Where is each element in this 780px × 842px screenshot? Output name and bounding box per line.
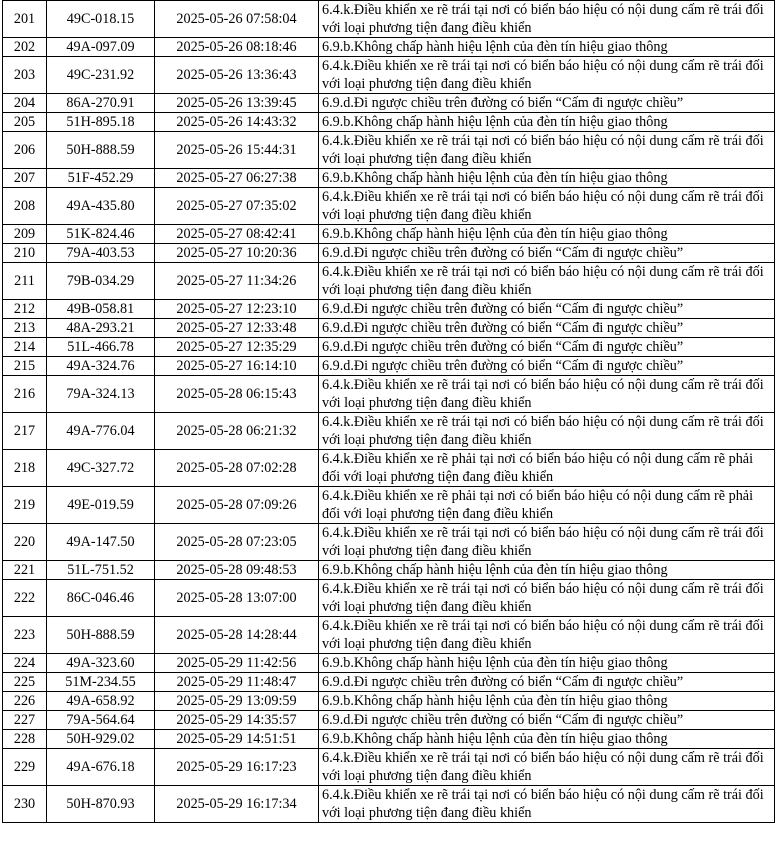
- violation-time-cell: 2025-05-27 12:33:48: [155, 319, 319, 338]
- violation-time-cell: 2025-05-26 08:18:46: [155, 38, 319, 57]
- violation-time-cell: 2025-05-29 11:48:47: [155, 673, 319, 692]
- violation-time-cell: 2025-05-27 11:34:26: [155, 263, 319, 300]
- violation-description-cell: 6.9.b.Không chấp hành hiệu lệnh của đèn tín hiệu giao thông: [319, 113, 775, 132]
- license-plate-cell: 50H-929.02: [47, 730, 155, 749]
- violation-time-cell: 2025-05-27 08:42:41: [155, 225, 319, 244]
- row-number-cell: 227: [3, 711, 47, 730]
- violation-time-cell: 2025-05-27 10:20:36: [155, 244, 319, 263]
- license-plate-cell: 51L-466.78: [47, 338, 155, 357]
- violation-time-cell: 2025-05-29 16:17:23: [155, 749, 319, 786]
- violation-time-cell: 2025-05-28 06:15:43: [155, 376, 319, 413]
- violation-time-cell: 2025-05-27 07:35:02: [155, 188, 319, 225]
- violation-description-cell: 6.9.d.Đi ngược chiều trên đường có biển “Cấm đi ngược chiều”: [319, 319, 775, 338]
- table-row: [3, 786, 775, 823]
- table-row: [3, 711, 775, 730]
- row-number-cell: 214: [3, 338, 47, 357]
- violation-time-cell: 2025-05-29 14:51:51: [155, 730, 319, 749]
- license-plate-cell: 49A-147.50: [47, 524, 155, 561]
- license-plate-cell: 49C-327.72: [47, 450, 155, 487]
- license-plate-cell: 49A-324.76: [47, 357, 155, 376]
- violation-time-cell: 2025-05-28 07:23:05: [155, 524, 319, 561]
- violation-description-cell: 6.4.k.Điều khiển xe rẽ trái tại nơi có biển báo hiệu có nội dung cấm rẽ trái đối với loại phương tiện đang điều khiển: [319, 786, 775, 823]
- violation-description-cell: 6.9.d.Đi ngược chiều trên đường có biển “Cấm đi ngược chiều”: [319, 711, 775, 730]
- violation-time-cell: 2025-05-28 09:48:53: [155, 561, 319, 580]
- table-row: [3, 692, 775, 711]
- license-plate-cell: 50H-888.59: [47, 617, 155, 654]
- row-number-cell: 230: [3, 786, 47, 823]
- table-row: [3, 57, 775, 94]
- violation-description-cell: 6.9.d.Đi ngược chiều trên đường có biển “Cấm đi ngược chiều”: [319, 673, 775, 692]
- violation-description-cell: 6.9.d.Đi ngược chiều trên đường có biển “Cấm đi ngược chiều”: [319, 338, 775, 357]
- violation-time-cell: 2025-05-28 07:02:28: [155, 450, 319, 487]
- license-plate-cell: 79A-564.64: [47, 711, 155, 730]
- violation-description-cell: 6.9.b.Không chấp hành hiệu lệnh của đèn tín hiệu giao thông: [319, 561, 775, 580]
- violation-time-cell: 2025-05-27 12:35:29: [155, 338, 319, 357]
- table-row: [3, 357, 775, 376]
- row-number-cell: 210: [3, 244, 47, 263]
- license-plate-cell: 48A-293.21: [47, 319, 155, 338]
- violation-description-cell: 6.4.k.Điều khiển xe rẽ trái tại nơi có biển báo hiệu có nội dung cấm rẽ trái đối với loại phương tiện đang điều khiển: [319, 580, 775, 617]
- violation-description-cell: 6.9.d.Đi ngược chiều trên đường có biển “Cấm đi ngược chiều”: [319, 94, 775, 113]
- violation-time-cell: 2025-05-27 16:14:10: [155, 357, 319, 376]
- license-plate-cell: 49A-676.18: [47, 749, 155, 786]
- violation-description-cell: 6.9.b.Không chấp hành hiệu lệnh của đèn tín hiệu giao thông: [319, 169, 775, 188]
- violation-description-cell: 6.4.k.Điều khiển xe rẽ trái tại nơi có biển báo hiệu có nội dung cấm rẽ trái đối với loại phương tiện đang điều khiển: [319, 1, 775, 38]
- row-number-cell: 207: [3, 169, 47, 188]
- license-plate-cell: 51M-234.55: [47, 673, 155, 692]
- license-plate-cell: 51F-452.29: [47, 169, 155, 188]
- violation-description-cell: 6.9.d.Đi ngược chiều trên đường có biển “Cấm đi ngược chiều”: [319, 300, 775, 319]
- table-row: [3, 132, 775, 169]
- violation-time-cell: 2025-05-28 14:28:44: [155, 617, 319, 654]
- table-row: [3, 169, 775, 188]
- violation-description-cell: 6.9.b.Không chấp hành hiệu lệnh của đèn tín hiệu giao thông: [319, 730, 775, 749]
- license-plate-cell: 49A-658.92: [47, 692, 155, 711]
- violation-description-cell: 6.4.k.Điều khiển xe rẽ trái tại nơi có biển báo hiệu có nội dung cấm rẽ trái đối với loại phương tiện đang điều khiển: [319, 376, 775, 413]
- row-number-cell: 203: [3, 57, 47, 94]
- violation-time-cell: 2025-05-29 11:42:56: [155, 654, 319, 673]
- row-number-cell: 216: [3, 376, 47, 413]
- violation-time-cell: 2025-05-26 07:58:04: [155, 1, 319, 38]
- license-plate-cell: 49B-058.81: [47, 300, 155, 319]
- violation-description-cell: 6.9.b.Không chấp hành hiệu lệnh của đèn tín hiệu giao thông: [319, 225, 775, 244]
- row-number-cell: 204: [3, 94, 47, 113]
- table-row: [3, 1, 775, 38]
- table-row: [3, 113, 775, 132]
- row-number-cell: 226: [3, 692, 47, 711]
- row-number-cell: 223: [3, 617, 47, 654]
- violation-description-cell: 6.4.k.Điều khiển xe rẽ trái tại nơi có biển báo hiệu có nội dung cấm rẽ trái đối với loại phương tiện đang điều khiển: [319, 413, 775, 450]
- table-row: [3, 413, 775, 450]
- table-row: [3, 730, 775, 749]
- violation-description-cell: 6.4.k.Điều khiển xe rẽ trái tại nơi có biển báo hiệu có nội dung cấm rẽ trái đối với loại phương tiện đang điều khiển: [319, 132, 775, 169]
- license-plate-cell: 49E-019.59: [47, 487, 155, 524]
- license-plate-cell: 49C-018.15: [47, 1, 155, 38]
- violation-description-cell: 6.4.k.Điều khiển xe rẽ trái tại nơi có biển báo hiệu có nội dung cấm rẽ trái đối với loại phương tiện đang điều khiển: [319, 617, 775, 654]
- license-plate-cell: 49A-323.60: [47, 654, 155, 673]
- row-number-cell: 212: [3, 300, 47, 319]
- violation-description-cell: 6.4.k.Điều khiển xe rẽ trái tại nơi có biển báo hiệu có nội dung cấm rẽ trái đối với loại phương tiện đang điều khiển: [319, 57, 775, 94]
- table-row: [3, 673, 775, 692]
- row-number-cell: 220: [3, 524, 47, 561]
- license-plate-cell: 79B-034.29: [47, 263, 155, 300]
- violation-description-cell: 6.4.k.Điều khiển xe rẽ trái tại nơi có biển báo hiệu có nội dung cấm rẽ trái đối với loại phương tiện đang điều khiển: [319, 524, 775, 561]
- violation-description-cell: 6.4.k.Điều khiển xe rẽ trái tại nơi có biển báo hiệu có nội dung cấm rẽ trái đối với loại phương tiện đang điều khiển: [319, 263, 775, 300]
- license-plate-cell: 86A-270.91: [47, 94, 155, 113]
- table-row: [3, 524, 775, 561]
- row-number-cell: 201: [3, 1, 47, 38]
- row-number-cell: 209: [3, 225, 47, 244]
- table-row: [3, 225, 775, 244]
- table-row: [3, 338, 775, 357]
- license-plate-cell: 49A-776.04: [47, 413, 155, 450]
- table-row: [3, 244, 775, 263]
- violation-description-cell: 6.9.b.Không chấp hành hiệu lệnh của đèn tín hiệu giao thông: [319, 692, 775, 711]
- table-row: [3, 319, 775, 338]
- row-number-cell: 219: [3, 487, 47, 524]
- violation-description-cell: 6.9.d.Đi ngược chiều trên đường có biển “Cấm đi ngược chiều”: [319, 244, 775, 263]
- row-number-cell: 224: [3, 654, 47, 673]
- license-plate-cell: 50H-870.93: [47, 786, 155, 823]
- violation-description-cell: 6.9.b.Không chấp hành hiệu lệnh của đèn tín hiệu giao thông: [319, 654, 775, 673]
- violations-table: [2, 0, 775, 823]
- row-number-cell: 218: [3, 450, 47, 487]
- violation-time-cell: 2025-05-26 14:43:32: [155, 113, 319, 132]
- violations-table-body: [3, 1, 775, 823]
- violation-description-cell: 6.4.k.Điều khiển xe rẽ phải tại nơi có biển báo hiệu có nội dung cấm rẽ phải đối với loại phương tiện đang điều khiển: [319, 487, 775, 524]
- row-number-cell: 222: [3, 580, 47, 617]
- violation-time-cell: 2025-05-27 12:23:10: [155, 300, 319, 319]
- violation-description-cell: 6.9.d.Đi ngược chiều trên đường có biển “Cấm đi ngược chiều”: [319, 357, 775, 376]
- row-number-cell: 229: [3, 749, 47, 786]
- license-plate-cell: 79A-324.13: [47, 376, 155, 413]
- license-plate-cell: 51L-751.52: [47, 561, 155, 580]
- row-number-cell: 213: [3, 319, 47, 338]
- table-row: [3, 580, 775, 617]
- table-row: [3, 188, 775, 225]
- row-number-cell: 208: [3, 188, 47, 225]
- row-number-cell: 225: [3, 673, 47, 692]
- license-plate-cell: 49A-097.09: [47, 38, 155, 57]
- violation-time-cell: 2025-05-29 13:09:59: [155, 692, 319, 711]
- violation-time-cell: 2025-05-27 06:27:38: [155, 169, 319, 188]
- row-number-cell: 211: [3, 263, 47, 300]
- violation-time-cell: 2025-05-26 13:39:45: [155, 94, 319, 113]
- license-plate-cell: 79A-403.53: [47, 244, 155, 263]
- violation-description-cell: 6.4.k.Điều khiển xe rẽ trái tại nơi có biển báo hiệu có nội dung cấm rẽ trái đối với loại phương tiện đang điều khiển: [319, 749, 775, 786]
- table-row: [3, 654, 775, 673]
- table-row: [3, 300, 775, 319]
- violation-time-cell: 2025-05-28 07:09:26: [155, 487, 319, 524]
- table-row: [3, 749, 775, 786]
- violation-time-cell: 2025-05-29 14:35:57: [155, 711, 319, 730]
- violation-description-cell: 6.9.b.Không chấp hành hiệu lệnh của đèn tín hiệu giao thông: [319, 38, 775, 57]
- table-row: [3, 561, 775, 580]
- violation-time-cell: 2025-05-28 13:07:00: [155, 580, 319, 617]
- license-plate-cell: 86C-046.46: [47, 580, 155, 617]
- table-row: [3, 450, 775, 487]
- row-number-cell: 206: [3, 132, 47, 169]
- license-plate-cell: 49C-231.92: [47, 57, 155, 94]
- row-number-cell: 217: [3, 413, 47, 450]
- license-plate-cell: 51K-824.46: [47, 225, 155, 244]
- table-row: [3, 263, 775, 300]
- row-number-cell: 228: [3, 730, 47, 749]
- license-plate-cell: 50H-888.59: [47, 132, 155, 169]
- row-number-cell: 202: [3, 38, 47, 57]
- table-row: [3, 38, 775, 57]
- violation-description-cell: 6.4.k.Điều khiển xe rẽ phải tại nơi có biển báo hiệu có nội dung cấm rẽ phải đối với loại phương tiện đang điều khiển: [319, 450, 775, 487]
- table-row: [3, 487, 775, 524]
- violation-time-cell: 2025-05-28 06:21:32: [155, 413, 319, 450]
- row-number-cell: 215: [3, 357, 47, 376]
- table-row: [3, 94, 775, 113]
- license-plate-cell: 49A-435.80: [47, 188, 155, 225]
- violation-time-cell: 2025-05-26 13:36:43: [155, 57, 319, 94]
- row-number-cell: 205: [3, 113, 47, 132]
- violation-time-cell: 2025-05-29 16:17:34: [155, 786, 319, 823]
- license-plate-cell: 51H-895.18: [47, 113, 155, 132]
- violation-description-cell: 6.4.k.Điều khiển xe rẽ trái tại nơi có biển báo hiệu có nội dung cấm rẽ trái đối với loại phương tiện đang điều khiển: [319, 188, 775, 225]
- table-row: [3, 376, 775, 413]
- violation-time-cell: 2025-05-26 15:44:31: [155, 132, 319, 169]
- table-row: [3, 617, 775, 654]
- row-number-cell: 221: [3, 561, 47, 580]
